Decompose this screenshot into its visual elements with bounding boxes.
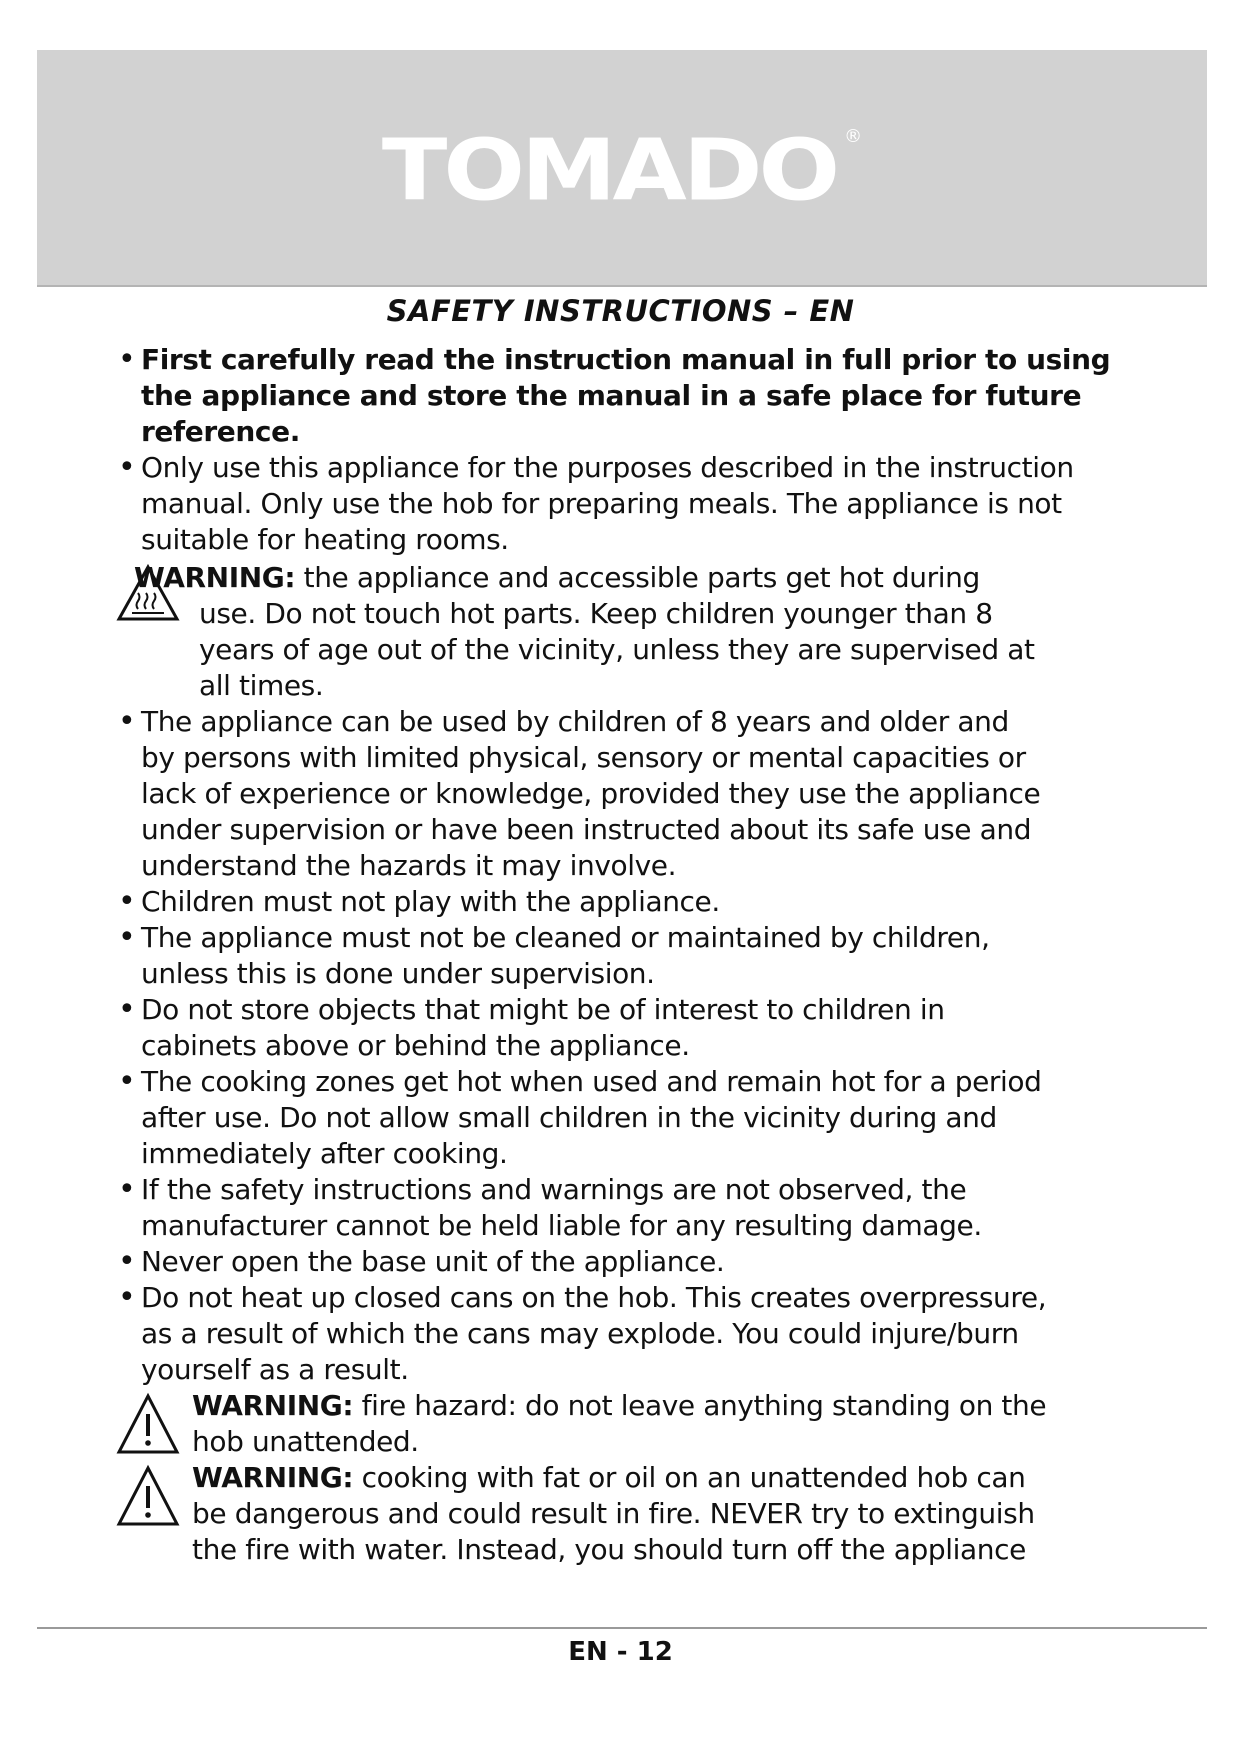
- instruction-line: If the safety instructions and warnings are not observed, the: [141, 1173, 967, 1206]
- warning-triangle-icon: [116, 1392, 180, 1456]
- instruction-line: Never open the base unit of the appliance.: [141, 1245, 725, 1278]
- warning-line: all times.: [199, 669, 324, 702]
- bullet-marker: •: [118, 1172, 136, 1207]
- instruction-line: cabinets above or behind the appliance.: [141, 1029, 690, 1062]
- instruction-line: the appliance and store the manual in a safe place for future: [141, 379, 1082, 412]
- warning-label: WARNING:: [192, 1461, 354, 1494]
- instruction-line: unless this is done under supervision.: [141, 957, 655, 990]
- section-title: SAFETY INSTRUCTIONS – EN: [386, 294, 855, 328]
- instruction-line: reference.: [141, 415, 300, 448]
- warning-line: hob unattended.: [192, 1425, 419, 1458]
- instruction-line: Children must not play with the appliance.: [141, 885, 720, 918]
- brand-logo: [37, 50, 1207, 285]
- instruction-line: lack of experience or knowledge, provided they use the appliance: [141, 777, 1041, 810]
- instruction-line: suitable for heating rooms.: [141, 523, 509, 556]
- instruction-line: First carefully read the instruction manual in full prior to using: [141, 343, 1111, 376]
- warning-line: [192, 1388, 1046, 1424]
- bullet-marker: •: [118, 884, 136, 919]
- logo-wordmark: TOMADO: [381, 120, 837, 220]
- instruction-line: by persons with limited physical, sensory or mental capacities or: [141, 741, 1026, 774]
- header-band: [37, 50, 1207, 287]
- bullet-marker: •: [118, 992, 136, 1027]
- warning-label: WARNING:: [134, 561, 296, 594]
- instruction-line: manufacturer cannot be held liable for any resulting damage.: [141, 1209, 982, 1242]
- instruction-line: The appliance can be used by children of 8 years and older and: [141, 705, 1009, 738]
- instruction-line: under supervision or have been instructed about its safe use and: [141, 813, 1032, 846]
- instruction-line: The appliance must not be cleaned or maintained by children,: [141, 921, 990, 954]
- instruction-line: Do not heat up closed cans on the hob. This creates overpressure,: [141, 1281, 1047, 1314]
- bullet-marker: •: [118, 920, 136, 955]
- instruction-line: manual. Only use the hob for preparing meals. The appliance is not: [141, 487, 1062, 520]
- bullet-marker: •: [118, 704, 136, 739]
- instruction-line: The cooking zones get hot when used and remain hot for a period: [141, 1065, 1042, 1098]
- warning-triangle-icon: [116, 1464, 180, 1528]
- bullet-marker: •: [118, 450, 136, 485]
- bullet-marker: •: [118, 1064, 136, 1099]
- warning-line: the fire with water. Instead, you should turn off the appliance: [192, 1533, 1026, 1566]
- warning-line: [134, 560, 980, 596]
- warning-line: use. Do not touch hot parts. Keep children younger than 8: [199, 597, 993, 630]
- bullet-marker: •: [118, 1280, 136, 1315]
- instruction-line: Only use this appliance for the purposes described in the instruction: [141, 451, 1074, 484]
- warning-line: be dangerous and could result in fire. NEVER try to extinguish: [192, 1497, 1035, 1530]
- instruction-line: after use. Do not allow small children in the vicinity during and: [141, 1101, 997, 1134]
- instruction-line: understand the hazards it may involve.: [141, 849, 677, 882]
- warning-text: fire hazard: do not leave anything standing on the: [353, 1389, 1047, 1422]
- warning-text: cooking with fat or oil on an unattended hob can: [353, 1461, 1026, 1494]
- instruction-line: as a result of which the cans may explode. You could injure/burn: [141, 1317, 1019, 1350]
- warning-line: [192, 1460, 1026, 1496]
- warning-line: years of age out of the vicinity, unless they are supervised at: [199, 633, 1035, 666]
- page-number: EN - 12: [568, 1637, 673, 1667]
- warning-text: the appliance and accessible parts get hot during: [295, 561, 980, 594]
- footer-rule: [37, 1627, 1207, 1629]
- instruction-line: yourself as a result.: [141, 1353, 409, 1386]
- bullet-marker: •: [118, 1244, 136, 1279]
- instruction-line: immediately after cooking.: [141, 1137, 508, 1170]
- registered-mark: ®: [844, 126, 863, 147]
- instruction-line: Do not store objects that might be of interest to children in: [141, 993, 945, 1026]
- warning-label: WARNING:: [192, 1389, 354, 1422]
- bullet-marker: •: [118, 342, 136, 377]
